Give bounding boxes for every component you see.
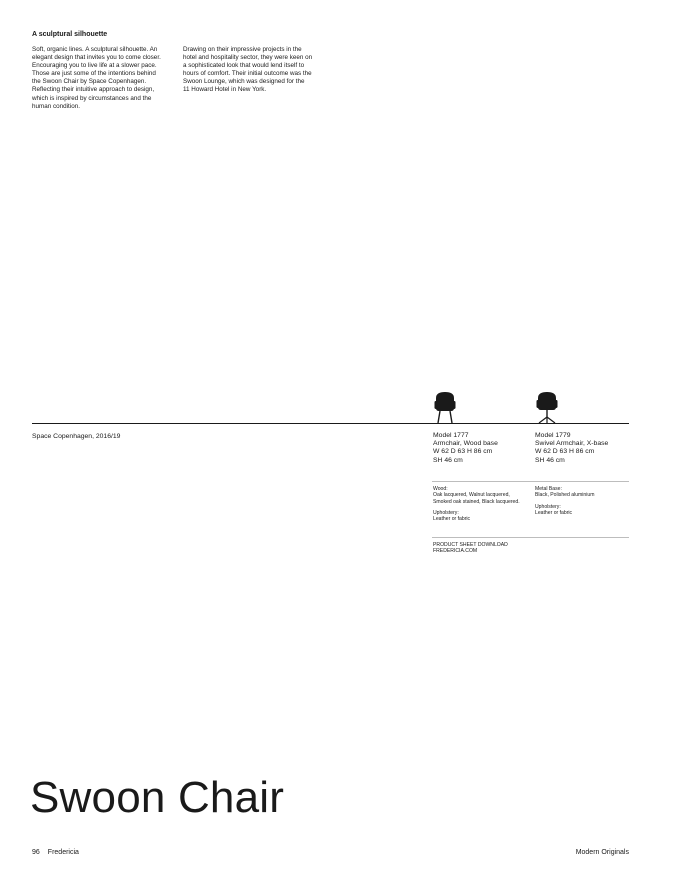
footer-section: Modern Originals: [575, 849, 629, 856]
download-divider: [432, 537, 629, 538]
swivel-armchair-x-base-icon: [534, 390, 560, 423]
footer-left: [32, 848, 79, 857]
download-label: PRODUCT SHEET DOWNLOAD: [433, 542, 508, 548]
model-seat-height: SH 46 cm: [535, 456, 565, 464]
product-sheet-download[interactable]: [433, 542, 508, 555]
spec-value: Leather or fabric: [433, 516, 471, 523]
spec-block-1779: [535, 486, 635, 516]
intro-column-2: Drawing on their impressive projects in the hotel and hospitality sector, they were keen on a sophisticated look that would lend itself to hours of comfort. Their initial outcome was the Swoon Lounge, which was designed for the 11 Howard Hotel in New York.: [183, 46, 313, 94]
model-dimensions: W 62 D 63 H 86 cm: [433, 448, 493, 456]
model-description: Swivel Armchair, X-base: [535, 440, 609, 448]
spec-label: Wood:: [433, 486, 448, 492]
model-description: Armchair, Wood base: [433, 440, 498, 448]
spec-label: Upholstery:: [535, 503, 561, 510]
section-heading: A sculptural silhouette: [32, 31, 108, 38]
intro-column-1: Soft, organic lines. A sculptural silhouette. An elegant design that invites you to come closer. Encouraging you to live life at a slower pace. Those are just some of the intentions behind the Swoon Chair by Space Copenhagen. Reflecting their intuitive approach to design, which is inspired by circumstances and the human condition.: [32, 46, 161, 110]
spec-value: Leather or fabric: [535, 509, 573, 516]
brand-name: Fredericia: [47, 849, 79, 856]
spec-value: Smoked oak stained, Black lacquered.: [433, 498, 520, 505]
model-seat-height: SH 46 cm: [433, 456, 463, 464]
model-number: Model 1777: [433, 432, 469, 439]
model-block-1777: [433, 432, 533, 465]
model-block-1779: [535, 432, 635, 465]
spec-label: Upholstery:: [433, 509, 459, 516]
spec-value: Black, Polished aluminium: [535, 492, 595, 499]
download-link[interactable]: FREDERICIA.COM: [433, 548, 478, 555]
spec-block-1777: [433, 486, 533, 522]
spec-label: Metal Base:: [535, 486, 562, 492]
model-number: Model 1779: [535, 432, 571, 439]
page-number: 96: [32, 849, 40, 856]
model-dimensions: W 62 D 63 H 86 cm: [535, 448, 595, 456]
spec-divider: [432, 481, 629, 482]
spec-value: Oak lacquered, Walnut lacquered,: [433, 492, 510, 499]
designer-credit: Space Copenhagen, 2016/19: [32, 433, 121, 440]
floor-rule: [32, 423, 629, 424]
page-title: Swoon Chair: [30, 773, 285, 822]
armchair-wood-base-icon: [432, 390, 458, 423]
